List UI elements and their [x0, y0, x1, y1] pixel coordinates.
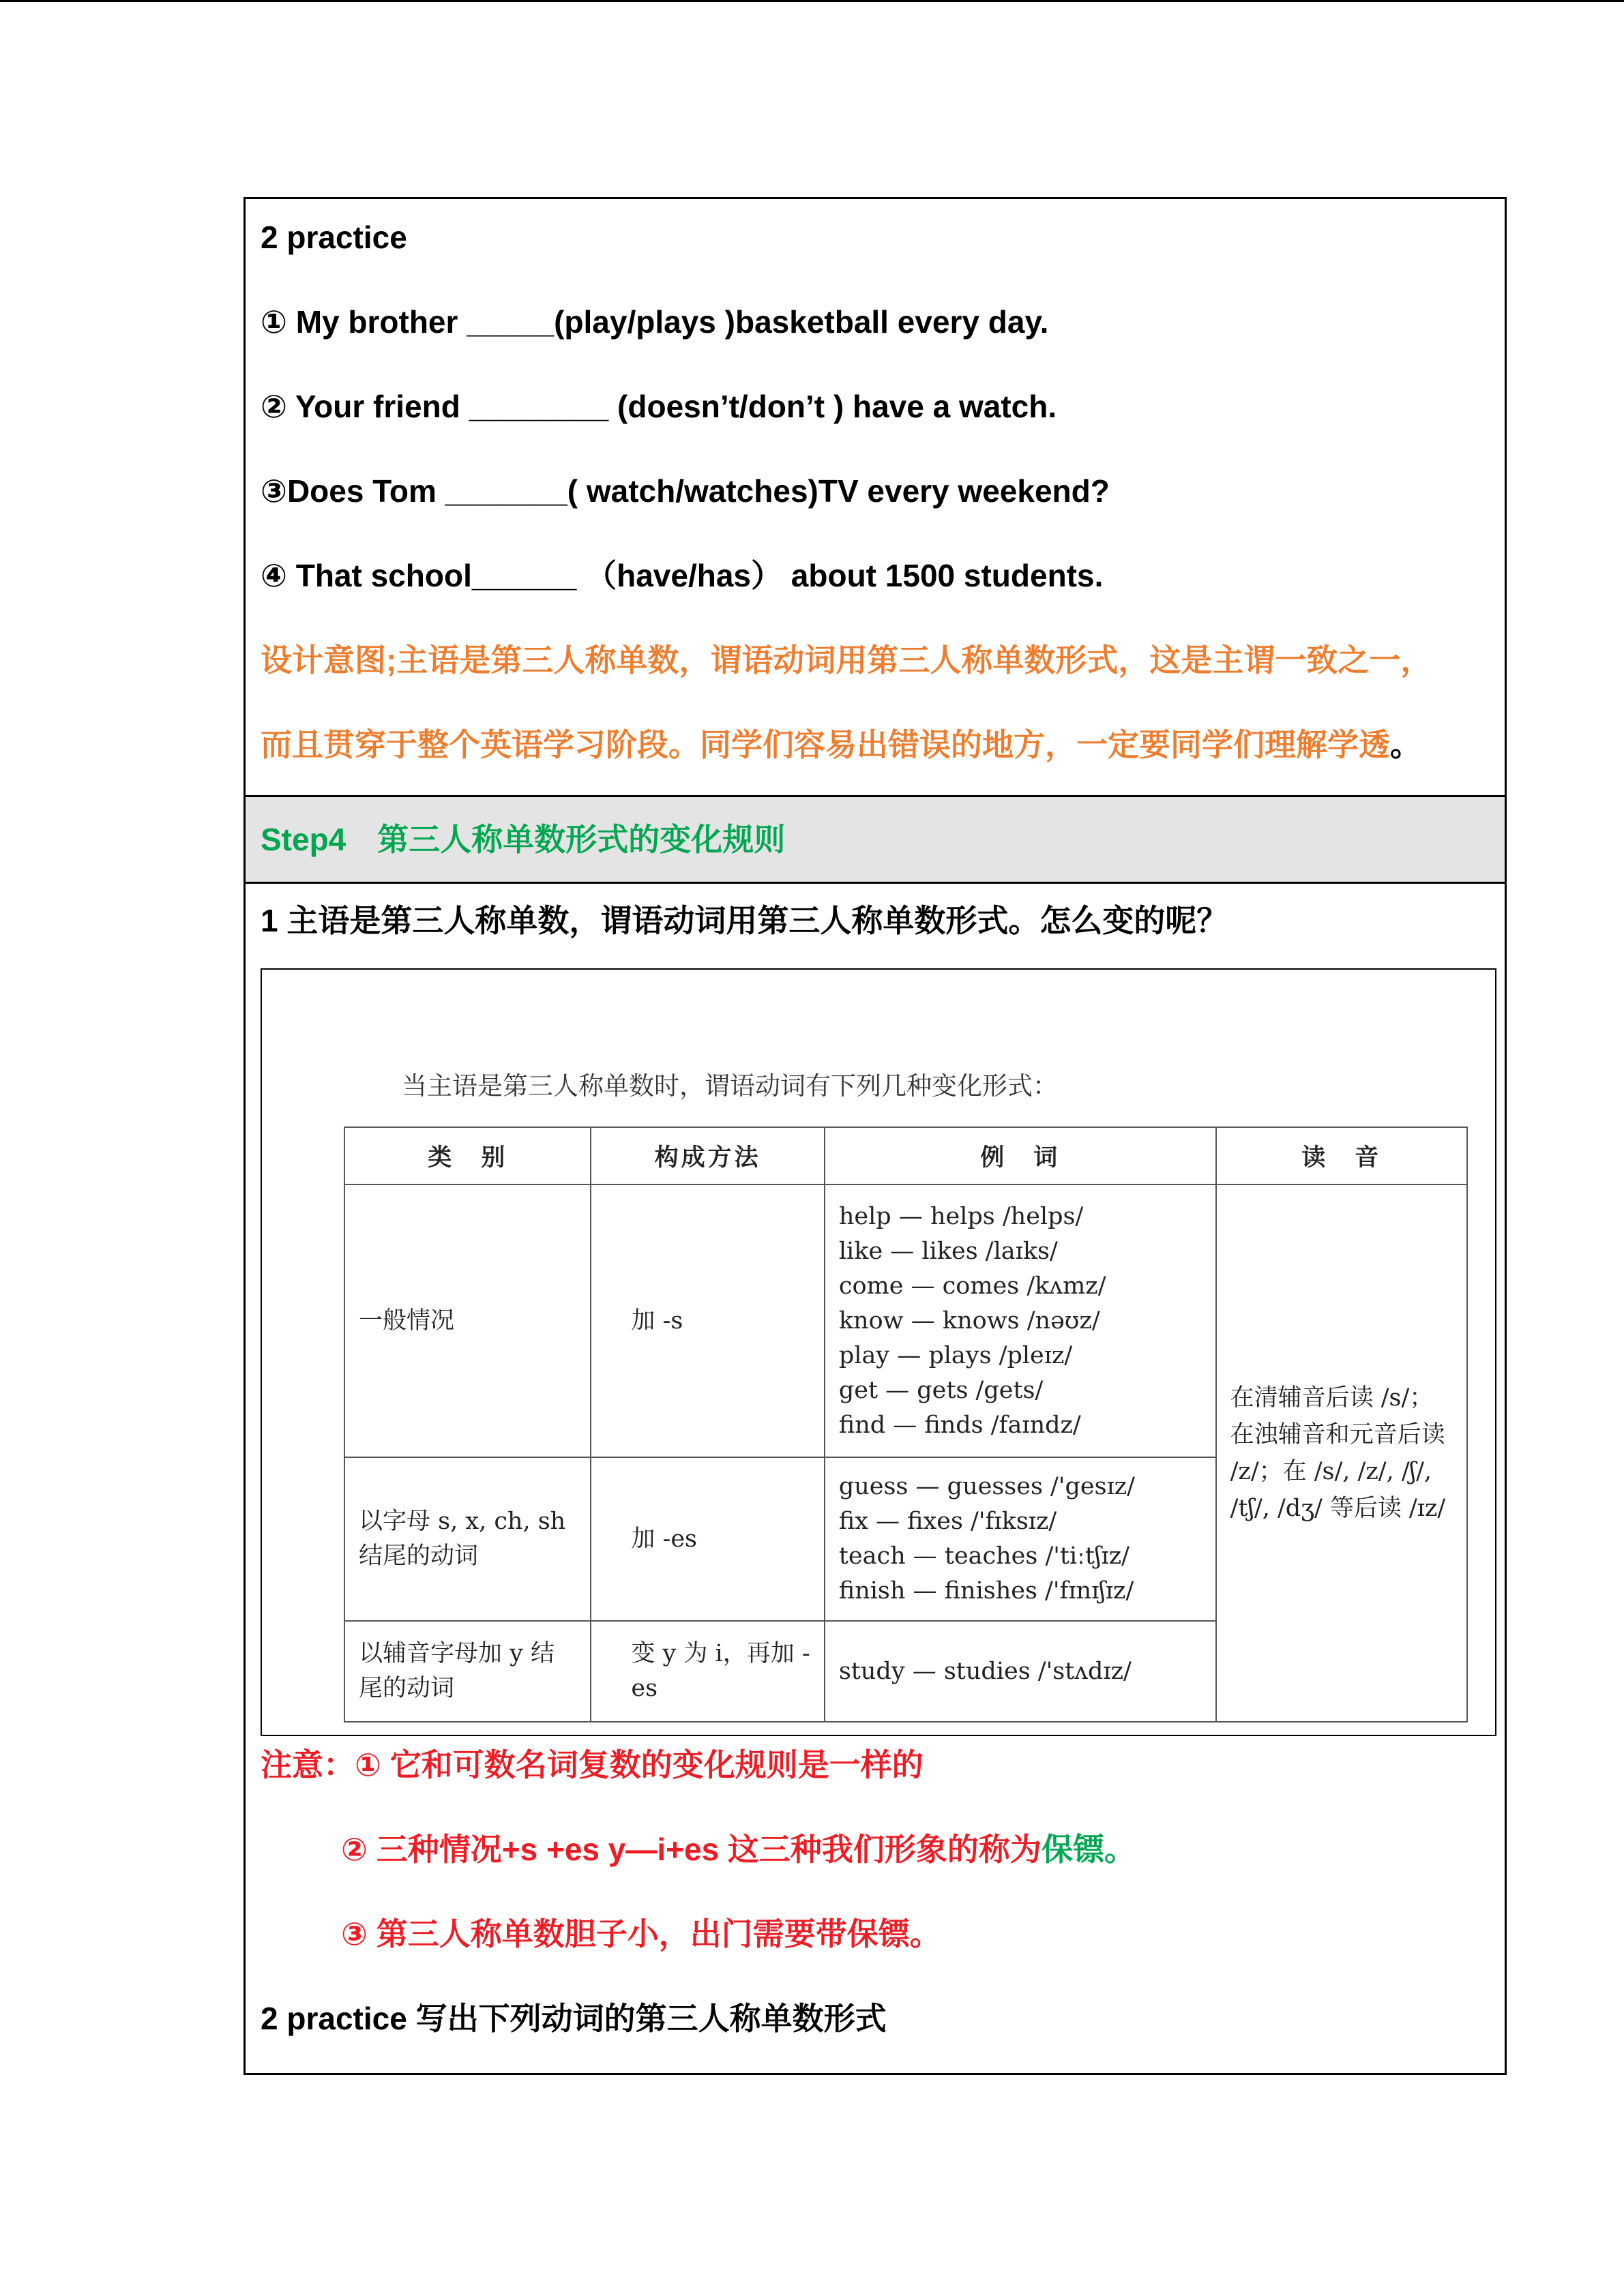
- row-examples: [825, 1184, 1216, 1457]
- note-line-2-period: 。: [1104, 1832, 1136, 1867]
- table-row: [344, 1184, 1467, 1457]
- header-pronunciation: 读 音: [1216, 1127, 1467, 1184]
- pronunciation-note: 在清辅音后读 /s/；在浊辅音和元音后读 /z/；在 /s/, /z/, /ʃ/, /tʃ/, /dʒ/ 等后读 /ɪz/: [1216, 1184, 1467, 1722]
- design-intent-line-2: [261, 724, 1421, 765]
- table-header-row: [344, 1127, 1467, 1184]
- design-intent-line-1: 设计意图;主语是第三人称单数，谓语动词用第三人称单数形式，这是主谓一致之一，: [261, 642, 1432, 678]
- row-method: 加 -es: [591, 1457, 824, 1621]
- example-word: like — likes /laɪks/: [838, 1237, 1058, 1265]
- practice-heading: 2 practice: [261, 220, 407, 255]
- lesson-table: [243, 197, 1507, 2075]
- example-word: find — finds /faɪndz/: [838, 1411, 1081, 1439]
- rule-table-image: [261, 968, 1496, 1736]
- example-word: help — helps /helps/: [838, 1202, 1084, 1230]
- row-examples: [825, 1621, 1216, 1722]
- example-word: play — plays /pleɪz/: [838, 1341, 1073, 1369]
- practice-cell: [246, 199, 1505, 795]
- note-line-2: [341, 1829, 1136, 1870]
- practice-item-4: ④ That school______ （have/has） about 1500 students.: [261, 558, 1104, 593]
- row-category: 一般情况: [344, 1184, 591, 1457]
- step4-header-cell: [246, 797, 1505, 882]
- design-intent-period: 。: [1390, 727, 1421, 762]
- figure-caption: 当主语是第三人称单数时，谓语动词有下列几种变化形式：: [402, 1071, 1058, 1101]
- example-word: teach — teaches /'tiːtʃɪz/: [838, 1542, 1130, 1570]
- example-word: know — knows /nəʊz/: [838, 1307, 1100, 1335]
- note-line-2-text: ② 三种情况+s +es y—i+es 这三种我们形象的称为: [341, 1832, 1042, 1867]
- row-category: 以辅音字母加 y 结尾的动词: [344, 1621, 591, 1722]
- row-examples: [825, 1457, 1216, 1621]
- example-word: come — comes /kʌmz/: [838, 1272, 1106, 1300]
- example-word: study — studies /'stʌdɪz/: [838, 1657, 1132, 1685]
- conjugation-table: [344, 1127, 1468, 1723]
- note-bodyguard-word: 保镖: [1041, 1832, 1104, 1867]
- note-line-3: ③ 第三人称单数胆子小，出门需要带保镖。: [341, 1916, 941, 1952]
- row-category: 以字母 s, x, ch, sh 结尾的动词: [344, 1457, 591, 1621]
- step4-title: Step4 第三人称单数形式的变化规则: [261, 822, 786, 857]
- practice-item-3: ③Does Tom _______( watch/watches)TV every weekend?: [261, 473, 1110, 509]
- example-word: finish — finishes /'fɪnɪʃɪz/: [838, 1577, 1134, 1605]
- practice-item-2: ② Your friend ________ (doesn’t/don’t ) have a watch.: [261, 389, 1057, 424]
- practice-item-1: ① My brother _____(play/plays )basketball every day.: [261, 304, 1049, 340]
- header-examples: 例 词: [825, 1127, 1216, 1184]
- row-method: 变 y 为 i，再加 -es: [591, 1621, 824, 1722]
- rule-question: 1 主语是第三人称单数，谓语动词用第三人称单数形式。怎么变的呢？: [261, 903, 1228, 938]
- practice2-heading: 2 practice 写出下列动词的第三人称单数形式: [261, 2001, 887, 2036]
- header-method: 构成方法: [591, 1127, 824, 1184]
- design-intent-text: 而且贯穿于整个英语学习阶段。同学们容易出错误的地方，一定要同学们理解学透: [261, 727, 1390, 762]
- page-top-rule: [0, 0, 1624, 2]
- example-word: get — gets /gets/: [838, 1376, 1044, 1404]
- rules-cell: [246, 884, 1505, 2073]
- example-word: guess — guesses /'gesɪz/: [838, 1473, 1135, 1500]
- header-category: 类 别: [344, 1127, 591, 1184]
- note-line-1: 注意：① 它和可数名词复数的变化规则是一样的: [261, 1747, 924, 1783]
- example-word: fix — fixes /'fɪksɪz/: [838, 1508, 1057, 1535]
- row-method: 加 -s: [591, 1184, 824, 1457]
